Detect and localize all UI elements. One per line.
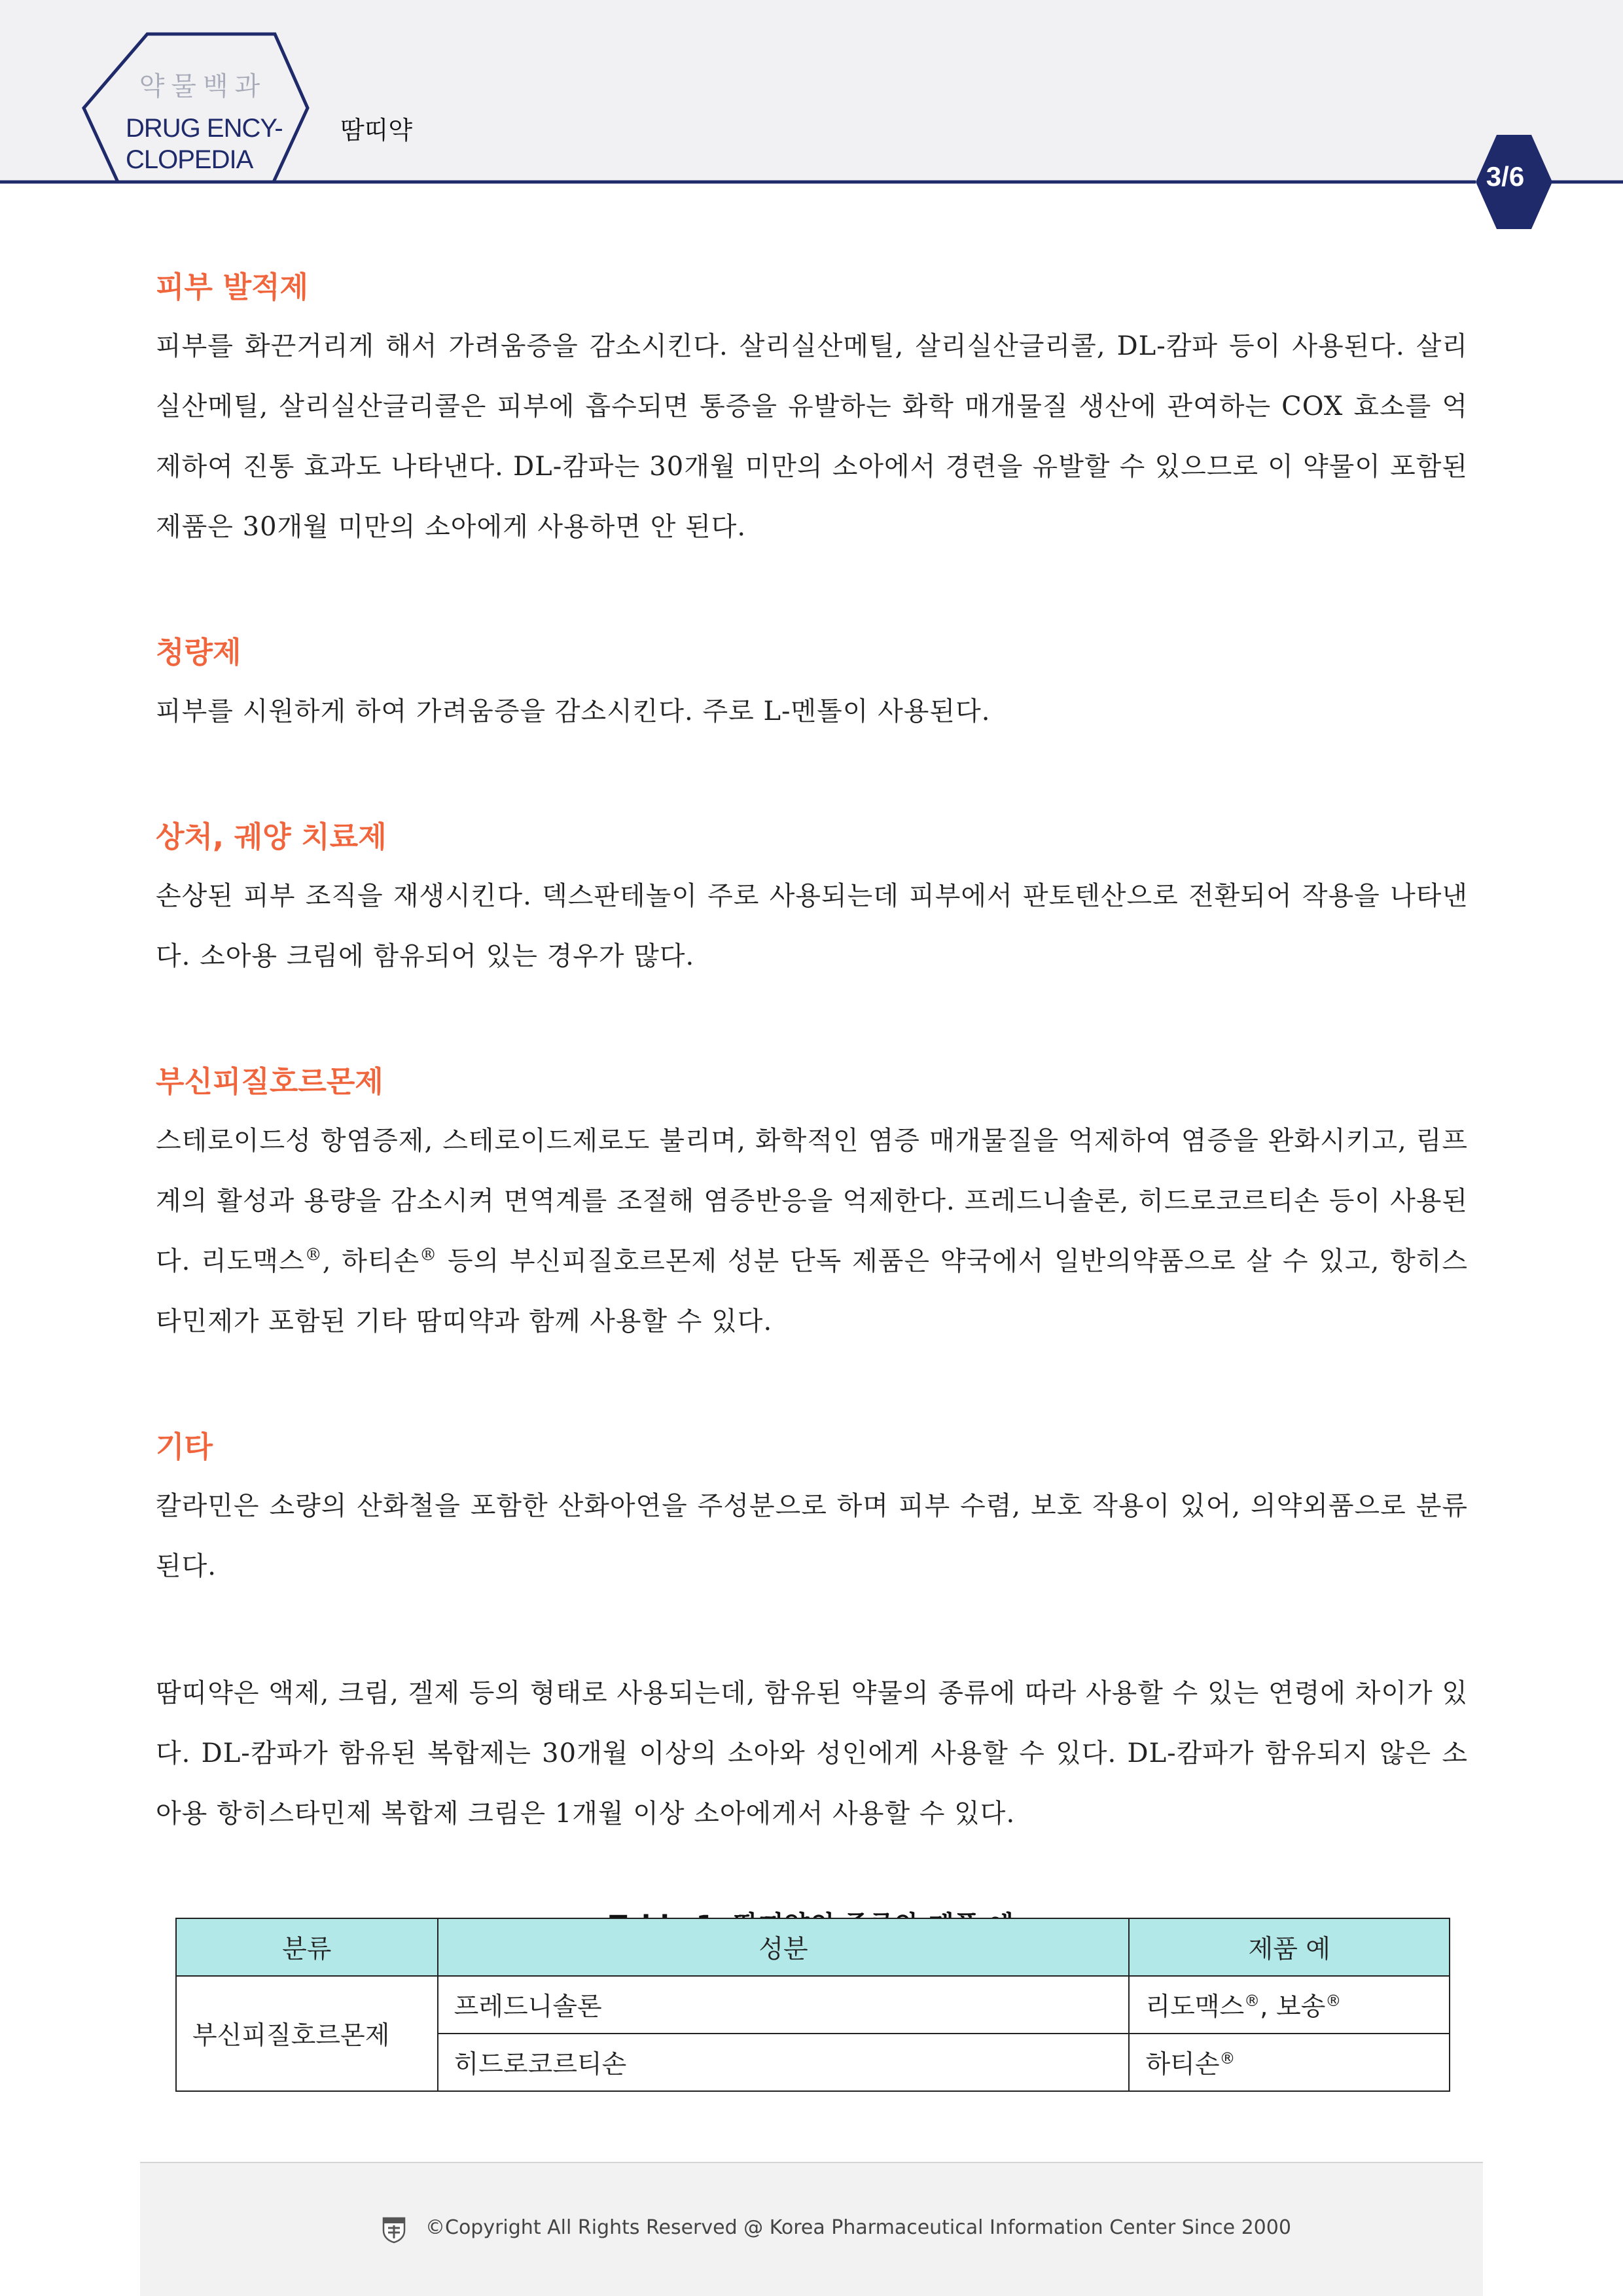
section-title-other: 기타 bbox=[156, 1429, 213, 1464]
registered-mark: ® bbox=[304, 1245, 323, 1265]
document-title: 땀띠약 bbox=[340, 116, 413, 145]
footer-copyright: ©Copyright All Rights Reserved @ Korea Pharmaceutical Information Center Since 2000 bbox=[425, 2216, 1291, 2239]
table-cell-product bbox=[1129, 2034, 1450, 2091]
product-name: , 보송 bbox=[1260, 1992, 1326, 2022]
section-body-counterirritant: 피부를 화끈거리게 해서 가려움증을 감소시킨다. 살리실산메틸, 살리실산글리콜, DL-캄파 등이 사용된다. 살리실산메틸, 살리실산글리콜은 피부에 흡수되면 통증을 유발하는 화학 매개물질 생산에 관여하는 COX 효소를 억제하여 진통 효과도 나타낸다. DL-캄파는 30개월 미만의 소아에서 경련을 유발할 수 있으므로 이 약물이 포함된 제품은 30개월 미만의 소아에게 사용하면 안 된다. bbox=[156, 331, 1468, 542]
table-cell-ingredient: 프레드니솔론 bbox=[438, 1976, 1130, 2034]
corticosteroid-text-2: , 하티손 bbox=[322, 1246, 420, 1276]
product-table bbox=[175, 1918, 1450, 2092]
registered-mark: ® bbox=[1219, 2049, 1236, 2068]
section-title-cooling-agent: 청량제 bbox=[156, 635, 241, 670]
logo-korean: 약물백과 bbox=[139, 71, 267, 101]
table-cell-category: 부신피질호르몬제 bbox=[176, 1976, 438, 2091]
logo-english-line2: CLOPEDIA bbox=[126, 145, 253, 174]
table-header-ingredient: 성분 bbox=[438, 1918, 1130, 1976]
table-row bbox=[176, 1976, 1450, 2034]
registered-mark: ® bbox=[1244, 1992, 1260, 2010]
table-header-product: 제품 예 bbox=[1129, 1918, 1450, 1976]
logo-english-line1: DRUG ENCY- bbox=[126, 114, 283, 143]
registered-mark: ® bbox=[419, 1245, 438, 1265]
page-number: 3/6 bbox=[1486, 161, 1525, 192]
kpic-shield-icon bbox=[381, 2216, 407, 2244]
section-body-other: 칼라민은 소량의 산화철을 포함한 산화아연을 주성분으로 하며 피부 수렴, 보호 작용이 있어, 의약외품으로 분류된다. bbox=[156, 1491, 1468, 1581]
table-cell-product bbox=[1129, 1976, 1450, 2034]
logo-english bbox=[126, 113, 283, 175]
section-title-wound-healing: 상처, 궤양 치료제 bbox=[156, 819, 387, 854]
main-content bbox=[156, 259, 1468, 1844]
summary-paragraph: 땀띠약은 액제, 크림, 겔제 등의 형태로 사용되는데, 함유된 약물의 종류에 따라 사용할 수 있는 연령에 차이가 있다. DL-캄파가 함유된 복합제는 30개월 이상의 소아와 성인에게 사용할 수 있다. DL-캄파가 함유되지 않은 소아용 항히스타민제 복합제 크림은 1개월 이상 소아에게서 사용할 수 있다. bbox=[156, 1678, 1468, 1829]
registered-mark: ® bbox=[1325, 1992, 1342, 2010]
corticosteroid-text-3: 등의 부신피질호르몬제 성분 단독 제품은 약국에서 일반의약품으로 살 수 있고, 항히스타민제가 포함된 기타 땀띠약과 함께 사용할 수 있다. bbox=[156, 1246, 1468, 1336]
table-header-category: 분류 bbox=[176, 1918, 438, 1976]
table-header-row bbox=[176, 1918, 1450, 1976]
section-title-counterirritant: 피부 발적제 bbox=[156, 270, 309, 304]
section-body-wound-healing: 손상된 피부 조직을 재생시킨다. 덱스판테놀이 주로 사용되는데 피부에서 판토텐산으로 전환되어 작용을 나타낸다. 소아용 크림에 함유되어 있는 경우가 많다. bbox=[156, 881, 1468, 971]
table-cell-ingredient: 히드로코르티손 bbox=[438, 2034, 1130, 2091]
corticosteroid-text-1: 스테로이드성 항염증제, 스테로이드제로도 불리며, 화학적인 염증 매개물질을 억제하여 염증을 완화시키고, 림프계의 활성과 용량을 감소시켜 면역계를 조절해 염증반응을 억제한다. 프레드니솔론, 히드로코르티손 등이 사용된다. 리도맥스 bbox=[156, 1126, 1468, 1276]
product-name: 리도맥스 bbox=[1145, 1992, 1245, 2022]
product-name: 하티손 bbox=[1145, 2050, 1220, 2079]
section-body-corticosteroid bbox=[156, 1111, 1468, 1352]
section-body-cooling-agent: 피부를 시원하게 하여 가려움증을 감소시킨다. 주로 L-멘톨이 사용된다. bbox=[156, 696, 991, 726]
section-title-corticosteroid: 부신피질호르몬제 bbox=[156, 1064, 383, 1099]
